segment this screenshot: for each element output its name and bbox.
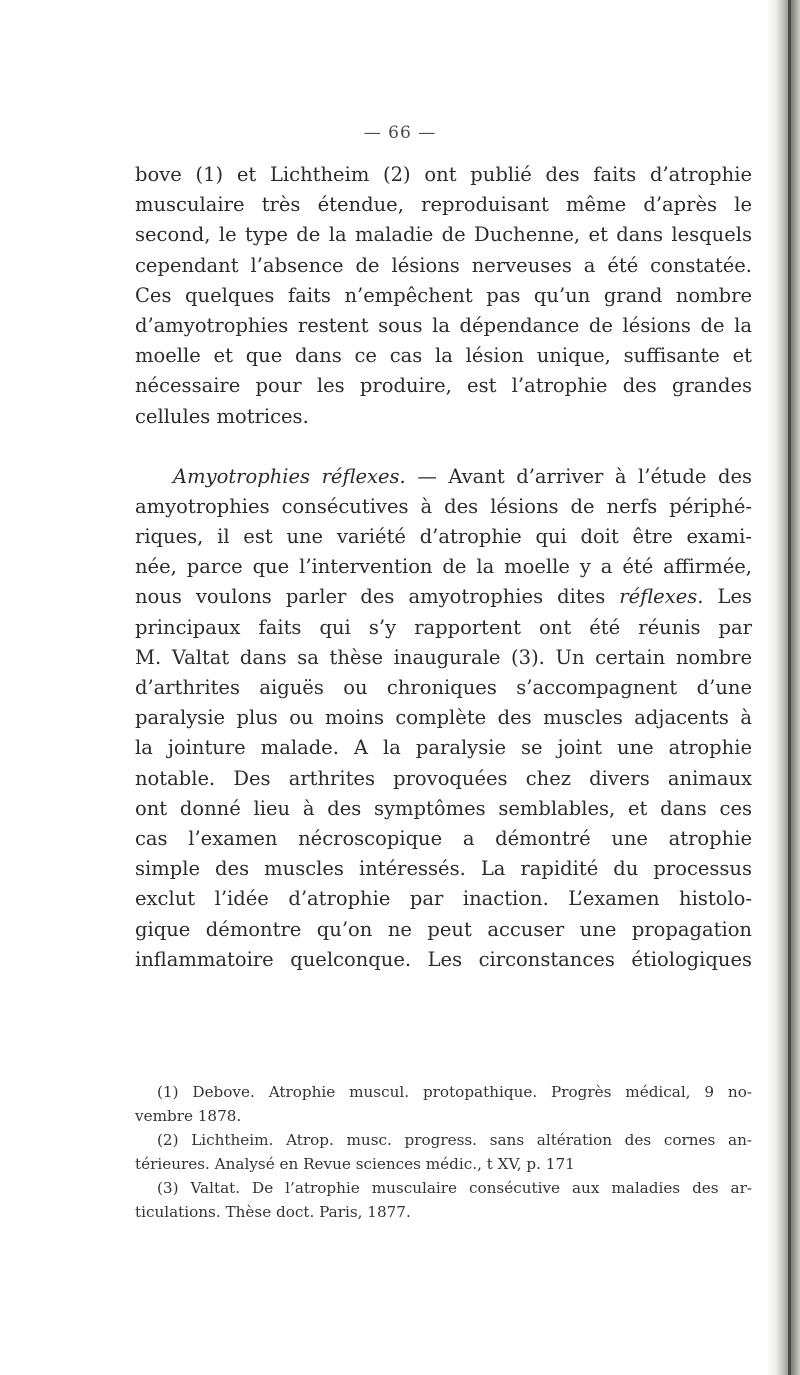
footnote-line: térieures. Analysé en Revue sciences médic., t XV, p. 171 — [135, 1155, 575, 1173]
paragraph-gap — [135, 432, 752, 462]
text-line: exclut l’idée d’atrophie par inaction. L’examen histolo- — [135, 887, 752, 911]
text-line: cas l’examen nécroscopique a démontré une atrophie — [135, 826, 752, 850]
text-line: musculaire très étendue, reproduisant même d’après le — [135, 193, 752, 217]
text-line: paralysie plus ou moins complète des muscles adjacents à — [135, 706, 752, 730]
text-line: second, le type de la maladie de Duchenne, et dans lesquels — [135, 223, 752, 247]
text-line: moelle et que dans ce cas la lésion unique, suffisante et — [135, 344, 752, 368]
text-fragment: nous voulons parler des amyotrophies dites — [135, 585, 620, 609]
text-line: cependant l’absence de lésions nerveuses a été constatée. — [135, 253, 752, 277]
text-line: M. Valtat dans sa thèse inaugurale (3). Un certain nombre — [135, 645, 752, 669]
section-heading: Amyotrophies réflexes. — [173, 464, 406, 488]
footnote-line: vembre 1878. — [135, 1107, 242, 1125]
page-number: — 66 — — [363, 123, 437, 143]
text-line: principaux faits qui s’y rapportent ont été réunis par — [135, 615, 752, 639]
text-line: cellules motrices. — [135, 404, 309, 428]
text-line: d’amyotrophies restent sous la dépendance de lésions de la — [135, 313, 752, 337]
text-fragment: Les — [703, 585, 753, 609]
text-line: d’arthrites aiguës ou chroniques s’accompagnent d’une — [135, 676, 752, 699]
text-line: inflammatoire quelconque. Les circonstances étiologiques — [135, 947, 752, 971]
italic-term: réflexes. — [619, 585, 704, 609]
footnote-line: (1) Debove. Atrophie muscul. protopathique. Progrès médical, 9 no- — [157, 1083, 752, 1101]
text-line: gique démontre qu’on ne peut accuser une propagation — [135, 917, 752, 941]
page-edge-line — [788, 0, 791, 1375]
text-line: notable. Des arthrites provoquées chez divers animaux — [135, 766, 752, 790]
text-line: riques, il est une variété d’atrophie qui doit être exami- — [135, 525, 752, 549]
text-line: ont donné lieu à des symptômes semblables, et dans ces — [135, 796, 752, 820]
section-heading-line — [135, 462, 752, 492]
text-line: bove (1) et Lichtheim (2) ont publié des faits d’atrophie — [135, 163, 752, 186]
text-line: née, parce que l’intervention de la moelle y a été affirmée, — [135, 555, 752, 579]
text-line: la jointure malade. A la paralysie se joint une atrophie — [135, 736, 752, 760]
text-line-with-italic — [135, 582, 752, 612]
footnote-line: (3) Valtat. De l’atrophie musculaire consécutive aux maladies des ar- — [157, 1179, 752, 1197]
footnote-line: (2) Lichtheim. Atrop. musc. progress. sans altération des cornes an- — [157, 1131, 752, 1149]
footnotes — [135, 1080, 752, 1224]
text-line: simple des muscles intéressés. La rapidité du processus — [135, 857, 752, 881]
text-fragment: — Avant d’arriver à l’étude des — [405, 464, 753, 488]
page-edge-shadow — [766, 0, 800, 1375]
text-line: amyotrophies consécutives à des lésions de nerfs périphé- — [135, 494, 752, 518]
text-line: nécessaire pour les produire, est l’atrophie des grandes — [135, 374, 752, 398]
text-line: Ces quelques faits n’empêchent pas qu’un grand nombre — [135, 283, 752, 307]
body-text — [135, 160, 752, 975]
footnote-line: ticulations. Thèse doct. Paris, 1877. — [135, 1203, 411, 1221]
